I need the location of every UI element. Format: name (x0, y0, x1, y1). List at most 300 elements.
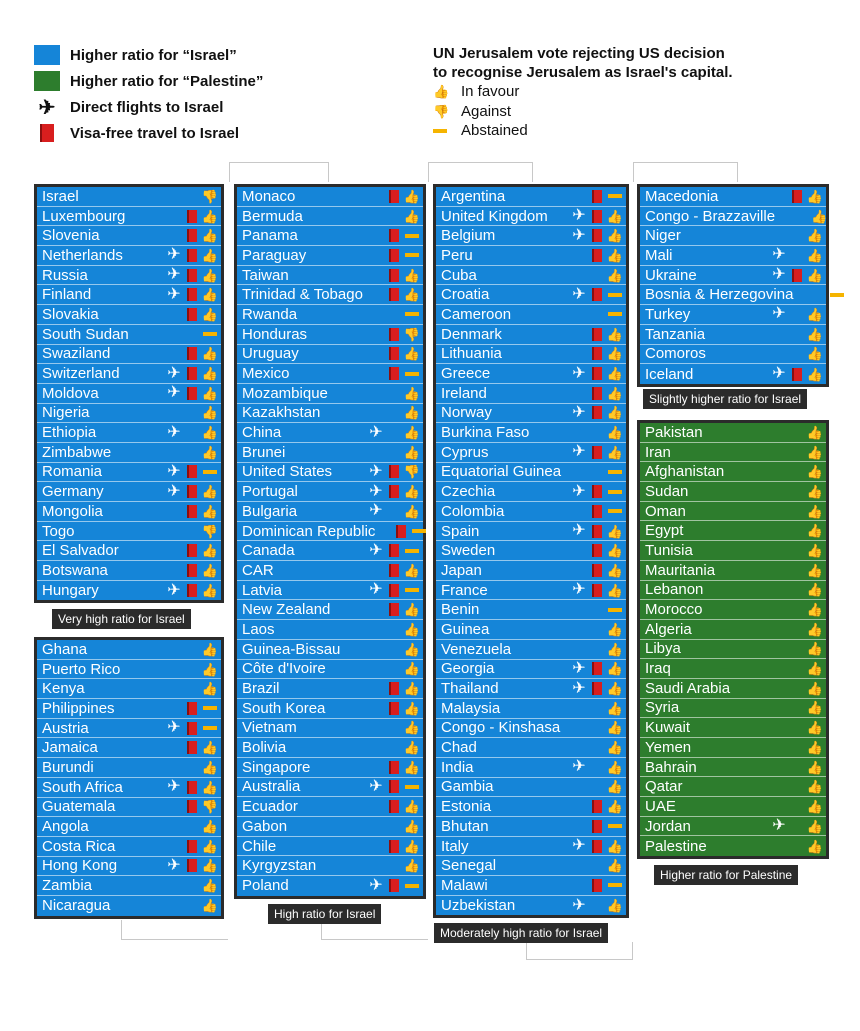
plane-icon: ✈ (772, 305, 786, 323)
thumbs-up-icon: 👍 (201, 306, 219, 322)
row-icons (771, 602, 823, 618)
country-row (640, 345, 826, 365)
blue-swatch-icon (34, 45, 60, 65)
country-name: Ghana (42, 640, 88, 658)
thumbs-up-icon: 👍 (606, 858, 624, 874)
country-row (436, 541, 626, 561)
country-name: France (441, 581, 488, 599)
dash-icon (607, 877, 623, 893)
empty-slot (386, 405, 402, 421)
country-row (37, 285, 221, 305)
empty-slot (166, 543, 182, 559)
row-icons (368, 562, 420, 578)
country-name: Benin (441, 601, 480, 619)
country-name: Uruguay (242, 345, 299, 363)
thumbs-up-icon: 👍 (201, 681, 219, 697)
row-icons (368, 681, 420, 697)
country-row (436, 837, 626, 857)
row-icons (571, 503, 623, 519)
thumbs-up-icon: 👍 (201, 267, 219, 283)
country-row (640, 620, 826, 640)
row-icons (368, 306, 420, 322)
empty-slot (589, 858, 605, 874)
country-row (436, 876, 626, 896)
country-row (436, 423, 626, 443)
row-icons (375, 523, 427, 539)
empty-slot (571, 877, 587, 893)
country-name: New Zealand (242, 601, 331, 619)
empty-slot (166, 878, 182, 894)
country-name: South Sudan (42, 325, 129, 343)
country-row (37, 876, 221, 896)
legend-palestine-label: Higher ratio for “Palestine” (70, 72, 264, 90)
country-row (37, 679, 221, 699)
country-name: Swaziland (42, 345, 111, 363)
empty-slot (789, 247, 805, 263)
country-row (237, 758, 423, 778)
passport-icon (589, 503, 605, 519)
empty-slot (789, 621, 805, 637)
empty-slot (771, 542, 787, 558)
passport-icon (589, 444, 605, 460)
country-row (640, 738, 826, 758)
empty-slot (589, 306, 605, 322)
empty-slot (386, 740, 402, 756)
empty-slot (589, 267, 605, 283)
thumbs-up-icon: 👍 (606, 247, 624, 263)
country-name: Trinidad & Tobago (242, 286, 363, 304)
thumbs-up-icon: 👍 (201, 878, 219, 894)
row-icons (571, 385, 623, 401)
passport-icon (386, 602, 402, 618)
thumbs-up-icon: 👍 (201, 759, 219, 775)
country-row (436, 856, 626, 876)
passport-icon (589, 818, 605, 834)
thumbs-up-icon: 👍 (806, 661, 824, 677)
thumbs-down-icon: 👎 (403, 464, 421, 480)
empty-slot (184, 819, 200, 835)
country-row (436, 187, 626, 207)
row-icons (368, 444, 420, 460)
dash-icon (404, 366, 420, 382)
thumbs-up-icon: 👍 (201, 562, 219, 578)
legend-flights-label: Direct flights to Israel (70, 98, 224, 116)
empty-slot (571, 700, 587, 716)
vote-title-line2: to recognise Jerusalem as Israel's capital. (433, 64, 733, 81)
country-row (640, 187, 826, 207)
thumbs-up-icon: 👍 (606, 799, 624, 815)
row-icons (166, 681, 218, 697)
thumbs-up-icon: 👍 (806, 483, 824, 499)
country-row (37, 561, 221, 581)
passport-icon (386, 582, 402, 598)
empty-slot (789, 680, 805, 696)
country-row (436, 581, 626, 601)
plane-icon: ✈ (369, 541, 383, 559)
country-name: Gabon (242, 817, 288, 835)
thumbs-up-icon: 👍 (806, 838, 824, 854)
country-row (237, 364, 423, 384)
plane-icon: ✈ (572, 659, 586, 677)
empty-slot (368, 366, 384, 382)
row-icons (571, 720, 623, 736)
empty-slot (368, 208, 384, 224)
country-name: Burkina Faso (441, 424, 530, 442)
plane-icon: ✈ (369, 876, 383, 894)
empty-slot (166, 523, 182, 539)
country-row (640, 423, 826, 443)
country-row (237, 482, 423, 502)
empty-slot (771, 700, 787, 716)
row-icons (166, 503, 218, 519)
country-row (237, 876, 423, 896)
country-name: Guatemala (42, 798, 116, 816)
empty-slot (368, 740, 384, 756)
plane-icon: ✈ (572, 522, 586, 540)
country-name: Palestine (645, 837, 707, 855)
country-row (640, 600, 826, 620)
empty-slot (166, 503, 182, 519)
country-name: Romania (42, 463, 103, 481)
country-name: Kenya (42, 680, 85, 698)
country-name: Japan (441, 561, 482, 579)
country-row (436, 207, 626, 227)
country-name: Estonia (441, 798, 492, 816)
empty-slot (368, 641, 384, 657)
passport-icon (184, 346, 200, 362)
country-row (237, 463, 423, 483)
thumbs-up-icon: 👍 (606, 425, 624, 441)
empty-slot (771, 326, 787, 342)
thumbs-up-icon: 👍 (806, 267, 824, 283)
empty-slot (368, 188, 384, 204)
thumbs-up-icon: 👍 (201, 661, 219, 677)
passport-icon (386, 878, 402, 894)
country-row (436, 896, 626, 916)
country-rows (436, 187, 626, 915)
empty-slot (789, 602, 805, 618)
row-icons (166, 740, 218, 756)
vote-title-line1: UN Jerusalem vote rejecting US decision (433, 45, 725, 62)
empty-slot (368, 326, 384, 342)
country-name: Guinea (441, 620, 490, 638)
passport-icon (184, 779, 200, 795)
thumbs-up-icon: 👍 (606, 405, 624, 421)
country-row (640, 305, 826, 325)
country-name: Burundi (42, 758, 94, 776)
empty-slot (771, 503, 787, 519)
row-icons (771, 838, 823, 854)
passport-icon (184, 247, 200, 263)
row-icons (368, 759, 420, 775)
country-name: Brazil (242, 680, 280, 698)
row-icons (166, 799, 218, 815)
country-name: India (441, 758, 474, 776)
thumbs-up-icon: 👍 (606, 385, 624, 401)
passport-icon (589, 543, 605, 559)
empty-slot (771, 188, 787, 204)
country-name: Slovakia (42, 305, 99, 323)
passport-icon (386, 562, 402, 578)
thumbs-up-icon: 👍 (403, 425, 421, 441)
country-row (37, 738, 221, 758)
plane-icon: ✈ (572, 758, 586, 776)
country-row (237, 738, 423, 758)
empty-slot (166, 799, 182, 815)
country-row (237, 561, 423, 581)
thumbs-up-icon: 👍 (606, 562, 624, 578)
country-name: Oman (645, 502, 686, 520)
passport-icon (589, 484, 605, 500)
row-icons (368, 858, 420, 874)
country-name: Switzerland (42, 365, 120, 383)
row-icons (166, 247, 218, 263)
empty-slot (571, 779, 587, 795)
country-rows (237, 187, 423, 896)
country-name: Lithuania (441, 345, 502, 363)
row-icons (166, 188, 218, 204)
country-name: Bhutan (441, 817, 489, 835)
country-name: Guinea-Bissau (242, 640, 341, 658)
country-name: Senegal (441, 857, 497, 875)
plane-icon: ✈ (572, 403, 586, 421)
country-row (37, 502, 221, 522)
empty-slot (771, 346, 787, 362)
country-name: Ethiopia (42, 424, 97, 442)
country-row (237, 660, 423, 680)
row-icons (571, 641, 623, 657)
country-rows (37, 640, 221, 916)
thumbs-up-icon: 👍 (201, 641, 219, 657)
country-name: Iraq (645, 660, 671, 678)
thumbs-up-icon: 👍 (403, 405, 421, 421)
legend-palestine (34, 68, 263, 94)
thumbs-up-icon: 👍 (606, 523, 624, 539)
thumbs-up-icon: 👍 (403, 838, 421, 854)
thumbs-up-icon: 👍 (403, 799, 421, 815)
row-icons (771, 661, 823, 677)
country-name: Russia (42, 266, 88, 284)
empty-slot (184, 405, 200, 421)
plane-icon: ✈ (572, 443, 586, 461)
country-name: Qatar (645, 778, 683, 796)
empty-slot (775, 208, 791, 224)
row-icons (368, 779, 420, 795)
thumbs-up-icon: 👍 (606, 208, 624, 224)
passport-icon (589, 799, 605, 815)
row-icons (771, 582, 823, 598)
empty-slot (771, 680, 787, 696)
passport-icon (386, 543, 402, 559)
row-icons (368, 878, 420, 894)
empty-slot (771, 798, 787, 814)
row-icons (571, 818, 623, 834)
country-rows (640, 187, 826, 384)
empty-slot (368, 228, 384, 244)
row-icons (368, 247, 420, 263)
thumbs-up-icon: 👍 (403, 188, 421, 204)
row-icons (368, 405, 420, 421)
empty-slot (589, 759, 605, 775)
country-row (37, 226, 221, 246)
empty-slot (166, 759, 182, 775)
thumbs-up-icon: 👍 (806, 326, 824, 342)
thumbs-up-icon: 👍 (403, 444, 421, 460)
empty-slot (386, 306, 402, 322)
country-row (237, 345, 423, 365)
country-row (237, 207, 423, 227)
plane-icon: ✈ (572, 364, 586, 382)
country-row (237, 856, 423, 876)
empty-slot (789, 798, 805, 814)
country-row (237, 266, 423, 286)
country-row (436, 699, 626, 719)
thumbs-up-icon: 👍 (806, 818, 824, 834)
country-row (640, 679, 826, 699)
row-icons (368, 740, 420, 756)
row-icons (571, 799, 623, 815)
country-row (37, 778, 221, 798)
thumbs-up-icon: 👍 (403, 208, 421, 224)
empty-slot (166, 346, 182, 362)
country-row (237, 305, 423, 325)
empty-slot (386, 858, 402, 874)
country-name: Sweden (441, 542, 496, 560)
row-icons (368, 503, 420, 519)
passport-icon (589, 385, 605, 401)
row-icons (166, 661, 218, 677)
thumbs-up-icon: 👍 (606, 228, 624, 244)
passport-icon (184, 484, 200, 500)
empty-slot (571, 267, 587, 283)
country-name: Niger (645, 227, 681, 245)
country-name: Argentina (441, 187, 506, 205)
row-icons (368, 385, 420, 401)
passport-icon (589, 523, 605, 539)
row-icons (571, 700, 623, 716)
country-name: Monaco (242, 187, 296, 205)
country-row (237, 423, 423, 443)
thumbs-up-icon: 👍 (201, 366, 219, 382)
passport-icon (589, 346, 605, 362)
plane-icon: ✈ (369, 502, 383, 520)
thumbs-up-icon: 👍 (201, 543, 219, 559)
country-name: Germany (42, 483, 104, 501)
country-row (640, 285, 826, 305)
empty-slot (771, 582, 787, 598)
row-icons (166, 366, 218, 382)
thumbs-up-icon: 👍 (403, 385, 421, 401)
empty-slot (571, 326, 587, 342)
legend-flights (34, 94, 263, 120)
empty-slot (789, 562, 805, 578)
empty-slot (789, 346, 805, 362)
country-row (436, 817, 626, 837)
empty-slot (368, 267, 384, 283)
empty-slot (589, 779, 605, 795)
dash-icon (607, 306, 623, 322)
empty-slot (166, 306, 182, 322)
empty-slot (771, 621, 787, 637)
country-row (640, 443, 826, 463)
row-icons (571, 228, 623, 244)
country-name: South Africa (42, 778, 123, 796)
passport-icon (386, 326, 402, 342)
row-icons (368, 346, 420, 362)
row-icons (166, 878, 218, 894)
empty-slot (368, 858, 384, 874)
row-icons (571, 425, 623, 441)
country-row (37, 443, 221, 463)
country-row (37, 423, 221, 443)
thumbs-up-icon: 👍 (201, 819, 219, 835)
row-icons (771, 464, 823, 480)
empty-slot (166, 444, 182, 460)
row-icons (571, 326, 623, 342)
country-row (37, 719, 221, 739)
empty-slot (166, 898, 182, 914)
thumbs-up-icon: 👍 (806, 621, 824, 637)
empty-slot (571, 799, 587, 815)
row-icons (771, 523, 823, 539)
empty-slot (166, 641, 182, 657)
row-icons (771, 188, 823, 204)
thumbs-up-icon: 👍 (606, 661, 624, 677)
plane-icon: ✈ (167, 384, 181, 402)
row-icons (571, 621, 623, 637)
passport-icon (184, 720, 200, 736)
row-icons (166, 267, 218, 283)
plane-icon: ✈ (167, 856, 181, 874)
empty-slot (166, 661, 182, 677)
country-name: Saudi Arabia (645, 679, 731, 697)
dash-icon (607, 188, 623, 204)
empty-slot (789, 326, 805, 342)
country-name: Czechia (441, 483, 496, 501)
thumbs-up-icon: 👍 (606, 641, 624, 657)
green-swatch-icon (34, 71, 60, 91)
country-rows (37, 187, 221, 600)
thumbs-up-icon: 👍 (403, 681, 421, 697)
row-icons (166, 641, 218, 657)
empty-slot (368, 444, 384, 460)
empty-slot (589, 641, 605, 657)
empty-slot (166, 740, 182, 756)
country-name: Algeria (645, 620, 692, 638)
dash-icon (607, 287, 623, 303)
country-name: Puerto Rico (42, 660, 121, 678)
country-row (37, 758, 221, 778)
empty-slot (789, 700, 805, 716)
country-name: Comoros (645, 345, 706, 363)
thumbs-down-icon: 👎 (201, 523, 219, 539)
plane-icon: ✈ (167, 285, 181, 303)
thumbs-up-icon: 👍 (201, 740, 219, 756)
row-icons (771, 306, 823, 322)
country-row (436, 384, 626, 404)
country-row (640, 659, 826, 679)
thumbs-up-icon: 👍 (201, 287, 219, 303)
country-name: Greece (441, 365, 491, 383)
plane-icon: ✈ (572, 837, 586, 855)
thumbs-up-icon: 👍 (606, 720, 624, 736)
empty-slot (368, 681, 384, 697)
passport-icon (589, 228, 605, 244)
passport-icon (184, 562, 200, 578)
row-icons (368, 484, 420, 500)
country-row (237, 600, 423, 620)
country-row (37, 837, 221, 857)
